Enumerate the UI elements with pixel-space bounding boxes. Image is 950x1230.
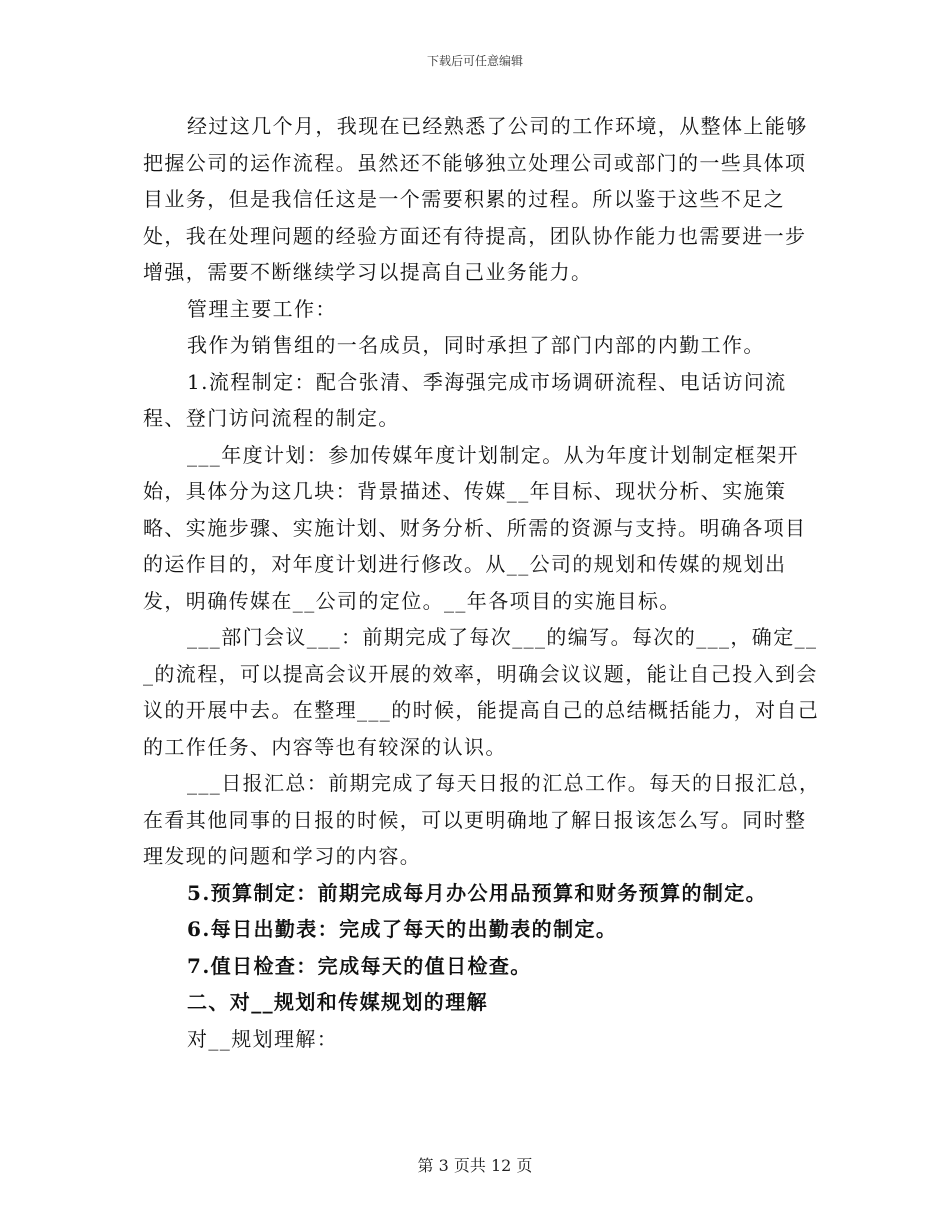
page-footer: 第 3 页共 12 页 <box>417 1156 533 1175</box>
paragraph-item-2: ___年度计划：参加传媒年度计划制定。从为年度计划制定框架开始，具体分为这几块：背景描述、传媒__年目标、现状分析、实施策略、实施步骤、实施计划、财务分析、所需的资源与支持。明确各项目的运作目的，对年度计划进行修改。从__公司的规划和传媒的规划出发，明确传媒在__公司的定位。__年各项目的实施目标。 <box>143 442 807 613</box>
paragraph-section-heading: 管理主要工作： <box>187 296 337 321</box>
paragraph-intro: 经过这几个月，我现在已经熟悉了公司的工作环境，从整体上能够把握公司的运作流程。虽然还不能够独立处理公司或部门的一些具体项目业务，但是我信任这是一个需要积累的过程。所以鉴于这些不足之处，我在处理问题的经验方面还有待提高，团队协作能力也需要进一步增强，需要不断继续学习以提高自己业务能力。 <box>143 114 808 284</box>
section-heading-2: 二、对__规划和传媒规划的理解 <box>187 990 488 1014</box>
paragraph-item-1: 1.流程制定：配合张清、季海强完成市场调研流程、电话访问流程、登门访问流程的制定。 <box>143 369 787 430</box>
paragraph-item-3: ___部门会议___：前期完成了每次___的编写。每次的___，确定___的流程，可以提高会议开展的效率，明确会议议题，能让自己投入到会议的开展中去。在整理___的时候，能提高自己的总结概括能力，对自己的工作任务、内容等也有较深的认识。 <box>143 625 820 759</box>
paragraph-item-5: 5.预算制定：前期完成每月办公用品预算和财务预算的制定。 <box>187 880 768 905</box>
paragraph-item-7: 7.值日检查：完成每天的值日检查。 <box>187 953 532 978</box>
paragraph-item-4: ___日报汇总：前期完成了每天日报的汇总工作。每天的日报汇总，在看其他同事的日报的时候，可以更明确地了解日报该怎么写。同时整理发现的问题和学习的内容。 <box>143 771 821 868</box>
paragraph-subheading: 对__规划理解： <box>187 1026 339 1051</box>
paragraph-role: 我作为销售组的一名成员，同时承担了部门内部的内勤工作。 <box>187 333 765 357</box>
document-body <box>143 108 823 1057</box>
page-header: 下载后可任意编辑 <box>426 54 523 68</box>
paragraph-item-6: 6.每日出勤表：完成了每天的出勤表的制定。 <box>187 917 618 941</box>
